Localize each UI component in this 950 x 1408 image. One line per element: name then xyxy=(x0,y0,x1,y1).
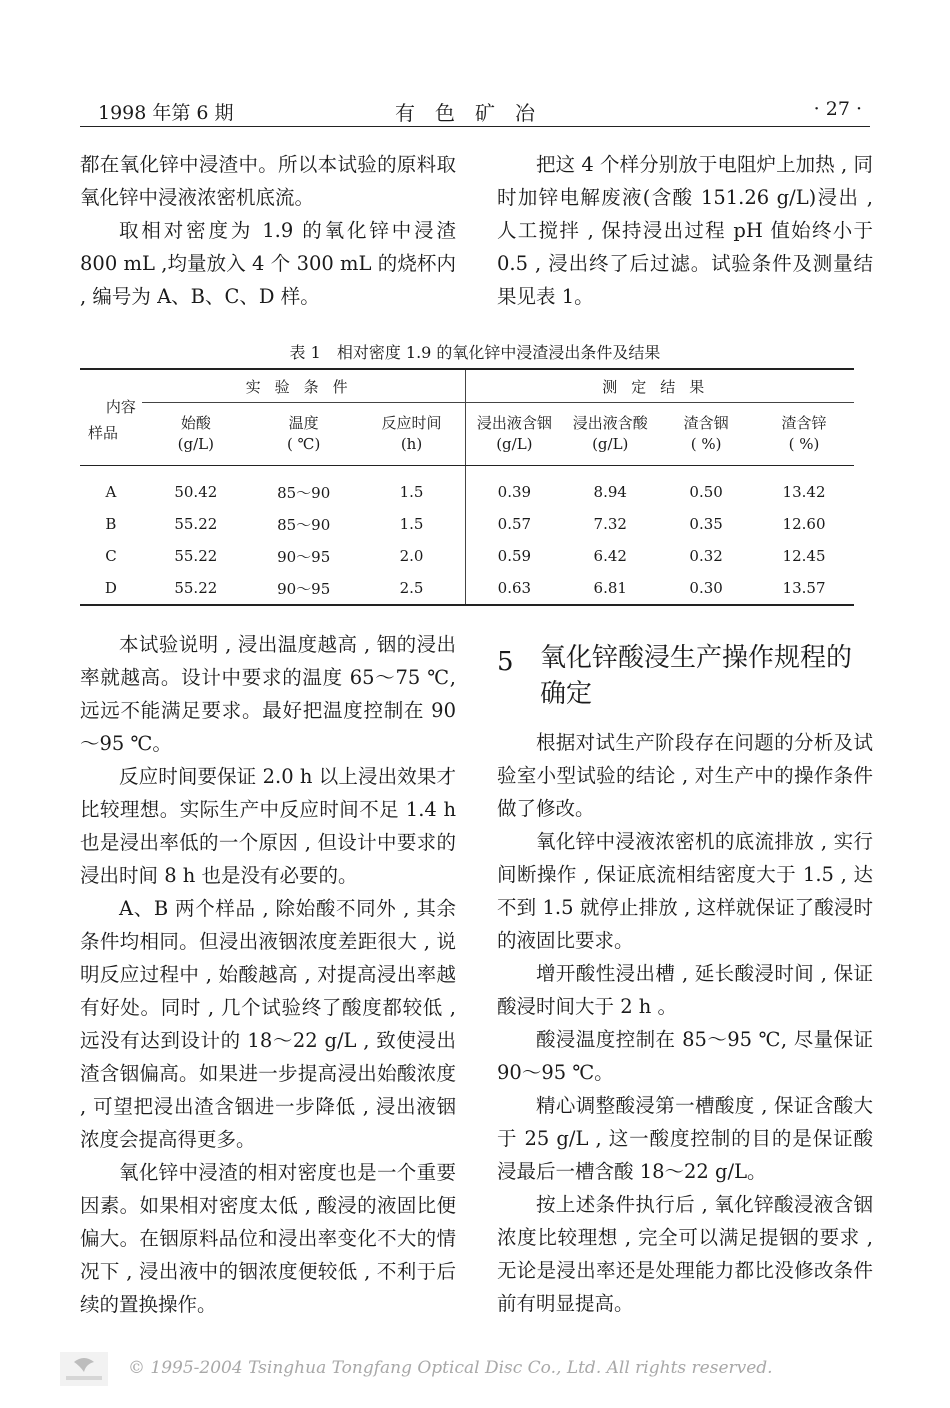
section-title: 氧化锌酸浸生产操作规程的确定 xyxy=(540,643,853,709)
column-unit: (h) xyxy=(358,433,466,466)
table-cell: 90～95 xyxy=(277,579,331,598)
diag-bottom-label: 样品 xyxy=(88,424,119,442)
table-cell: 2.0 xyxy=(399,547,424,565)
diag-top-label: 内容 xyxy=(105,398,136,416)
table-cell: 0.39 xyxy=(466,466,562,509)
issue-label: 1998 年第 6 期 xyxy=(98,102,234,124)
paragraph: 取相对密度为 1.9 的氧化锌中浸渣 800 mL ,均量放入 4 个 300 mL 的烧杯内 , 编号为 A、B、C、D 样。 xyxy=(80,219,456,308)
paragraph: 氧化锌中浸液浓密机的底流排放 , 实行间断操作 , 保证底流相结密度大于 1.5 , 达不到 1.5 就停止排放 , 这样就保证了酸浸时的液固比要求。 xyxy=(497,830,873,952)
table-cell: 55.22 xyxy=(174,579,218,597)
table-cell: A xyxy=(105,483,117,501)
table-cell: 12.60 xyxy=(782,515,826,533)
column-header: 浸出液含酸 xyxy=(572,414,648,432)
column-header: 渣含铟 xyxy=(683,414,729,432)
column-header: 渣含锌 xyxy=(781,414,827,432)
paragraph: 精心调整酸浸第一槽酸度 , 保证含酸大于 25 g/L , 这一酸度控制的目的是保证酸浸最后一槽含酸 18～22 g/L。 xyxy=(497,1094,873,1183)
table-cell: 85～90 xyxy=(277,515,331,534)
intro-left-column xyxy=(80,148,456,313)
section-number: 5 xyxy=(497,647,514,677)
paragraph: 把这 4 个样分别放于电阻炉上加热 , 同时加锌电解废液(含酸 151.26 g/L)浸出 , 人工搅拌 , 保持浸出过程 pH 值始终小于 0.5 , 浸出终了后过滤。试验条件及测量结果见表 1。 xyxy=(497,153,873,308)
table-cell: 2.5 xyxy=(399,579,424,597)
cnki-logo-icon xyxy=(60,1352,108,1386)
paragraph: 酸浸温度控制在 85～95 ℃, 尽量保证 90～95 ℃。 xyxy=(497,1028,873,1084)
journal-title: 有色矿冶 xyxy=(395,101,555,125)
body-left-column xyxy=(80,628,456,1321)
table-row xyxy=(80,540,854,572)
table-cell: 90～95 xyxy=(277,547,331,566)
footer xyxy=(60,1352,920,1388)
table-cell: 6.81 xyxy=(593,579,627,597)
table-cell: 0.59 xyxy=(466,540,562,572)
table-cell: 13.57 xyxy=(782,579,826,597)
table-cell: 1.5 xyxy=(399,483,424,501)
paragraph: 本试验说明 , 浸出温度越高 , 铟的浸出率就越高。设计中要求的温度 65～75 ℃, 远远不能满足要求。最好把温度控制在 90～95 ℃。 xyxy=(80,633,456,755)
paragraph: 根据对试生产阶段存在问题的分析及试验室小型试验的结论 , 对生产中的操作条件做了修改。 xyxy=(497,731,873,820)
column-header: 始酸 xyxy=(180,414,211,432)
group-header-conditions: 实验条件 xyxy=(142,369,466,403)
table-cell: 0.50 xyxy=(689,483,723,501)
table-cell: 12.45 xyxy=(782,547,826,565)
column-unit: ( %) xyxy=(754,433,854,466)
table-cell: B xyxy=(105,515,117,533)
table-cell: 85～90 xyxy=(277,483,331,502)
table-cell: 0.63 xyxy=(466,572,562,605)
paragraph: 增开酸性浸出槽 , 延长酸浸时间 , 保证酸浸时间大于 2 h 。 xyxy=(497,962,873,1018)
table-cell: 0.57 xyxy=(466,508,562,540)
column-unit: (g/L) xyxy=(466,433,562,466)
table-caption: 表 1 相对密度 1.9 的氧化锌中浸渣浸出条件及结果 xyxy=(289,343,661,362)
table-cell: D xyxy=(104,579,117,597)
column-unit: ( %) xyxy=(658,433,754,466)
table-row xyxy=(80,572,854,605)
group-header-results: 测定结果 xyxy=(466,369,854,403)
paragraph: 氧化锌中浸渣的相对密度也是一个重要因素。如果相对密度太低 , 酸浸的液固比便偏大。在铟原料品位和浸出率变化不大的情况下 , 浸出液中的铟浓度便较低 , 不利于后续的置换操作。 xyxy=(80,1161,456,1316)
column-header: 反应时间 xyxy=(381,414,442,432)
table-cell: 1.5 xyxy=(399,515,424,533)
body-right-column xyxy=(497,726,873,1320)
column-header: 温度 xyxy=(288,414,319,432)
paragraph: A、B 两个样品 , 除始酸不同外 , 其余条件均相同。但浸出液铟浓度差距很大 , 说明反应过程中 , 始酸越高 , 对提高浸出率越有好处。同时 , 几个试验终了酸度都较低 , 远没有达到设计的 18～22 g/L , 致使浸出渣含铟偏高。如果进一步提高浸出始酸浓度 , 可望把浸出渣含铟进一步降低 , 浸出液铟浓度会提高得更多。 xyxy=(80,897,456,1151)
table-cell: C xyxy=(105,547,117,565)
table-row xyxy=(80,508,854,540)
table-row xyxy=(80,466,854,509)
results-table xyxy=(80,368,854,606)
running-header xyxy=(80,96,870,127)
column-unit: (g/L) xyxy=(562,433,658,466)
table-cell: 6.42 xyxy=(593,547,627,565)
column-unit: ( ℃) xyxy=(250,433,358,466)
diagonal-header-cell xyxy=(80,369,142,466)
copyright-notice: © 1995-2004 Tsinghua Tongfang Optical Disc Co., Ltd. All rights reserved. xyxy=(128,1358,773,1378)
table-cell: 7.32 xyxy=(593,515,627,533)
table-cell: 13.42 xyxy=(782,483,826,501)
table-cell: 0.35 xyxy=(689,515,723,533)
intro-right-column xyxy=(497,148,873,313)
paragraph: 都在氧化锌中浸渣中。所以本试验的原料取氧化锌中浸液浓密机底流。 xyxy=(80,153,456,209)
table-cell: 0.30 xyxy=(689,579,723,597)
table-cell: 55.22 xyxy=(174,515,218,533)
column-header: 浸出液含铟 xyxy=(466,403,562,434)
page-number: · 27 · xyxy=(813,98,862,120)
column-unit: (g/L) xyxy=(142,433,250,466)
table-cell: 55.22 xyxy=(174,547,218,565)
table-cell: 0.32 xyxy=(689,547,723,565)
table-cell: 50.42 xyxy=(174,483,218,501)
table-cell: 8.94 xyxy=(593,483,627,501)
paragraph: 反应时间要保证 2.0 h 以上浸出效果才比较理想。实际生产中反应时间不足 1.4 h 也是浸出率低的一个原因 , 但设计中要求的浸出时间 8 h 也是没有必要的。 xyxy=(80,765,456,887)
section-heading xyxy=(497,640,873,712)
paragraph: 按上述条件执行后 , 氧化锌酸浸液含铟浓度比较理想 , 完全可以满足提铟的要求 , 无论是浸出率还是处理能力都比没修改条件前有明显提高。 xyxy=(497,1193,873,1315)
